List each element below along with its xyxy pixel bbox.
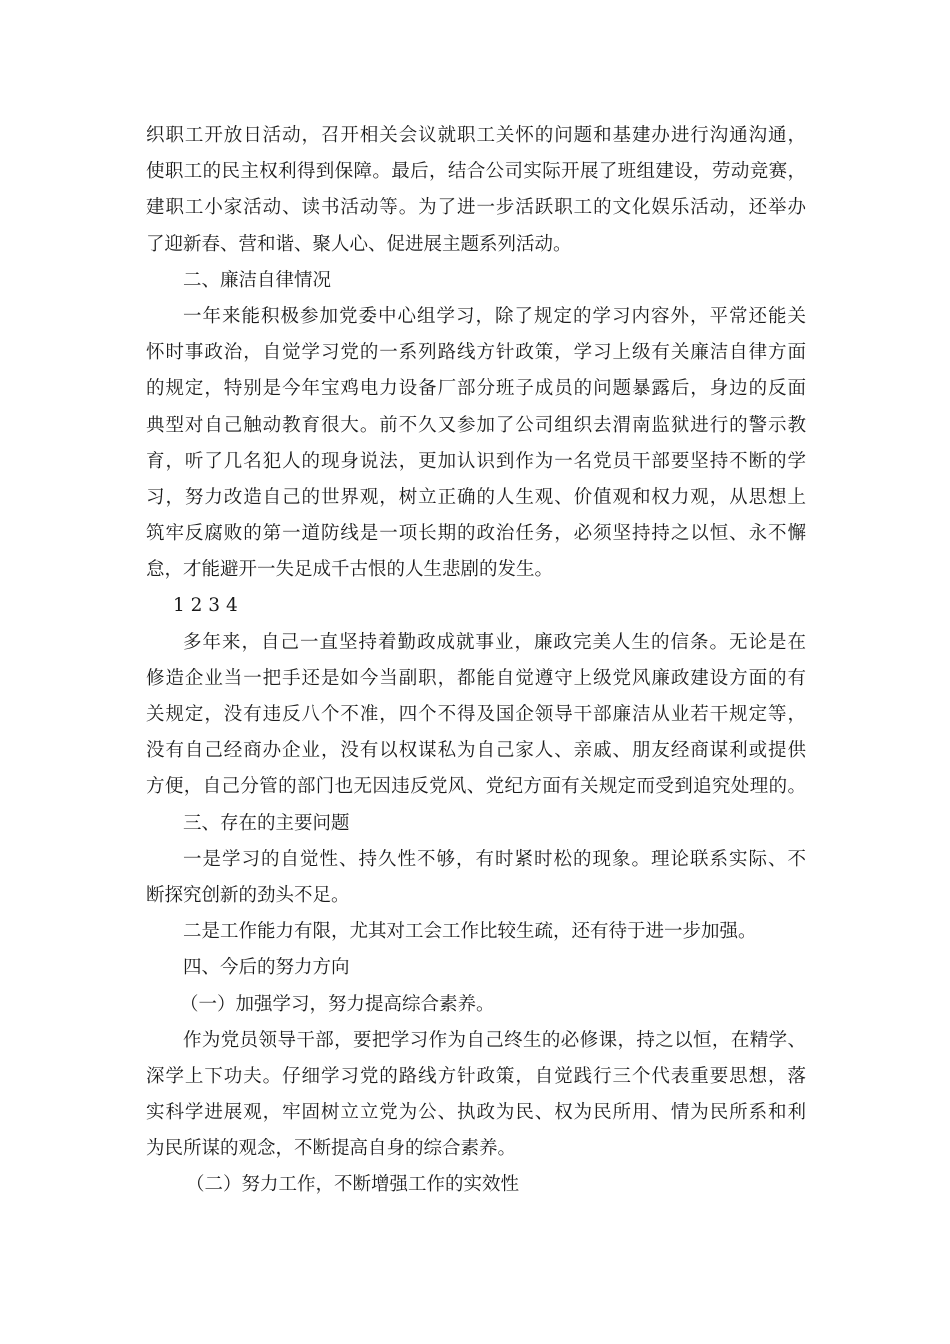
text-line: 筑牢反腐败的第一道防线是一项长期的政治任务，必须坚持持之以恒、永不懈 (146, 523, 806, 545)
text-line: 一是学习的自觉性、持久性不够，有时紧时松的现象。理论联系实际、不 (183, 848, 806, 870)
text-line: 一年来能积极参加党委中心组学习，除了规定的学习内容外，平常还能关 (183, 305, 806, 327)
text-line: 作为党员领导干部，要把学习作为自己终生的必修课，持之以恒，在精学、 (183, 1029, 806, 1051)
text-line: 育，听了几名犯人的现身说法，更加认识到作为一名党员干部要坚持不断的学 (146, 450, 806, 472)
text-line: 习，努力改造自己的世界观，树立正确的人生观、价值观和权力观，从思想上 (146, 486, 806, 508)
text-line: 实科学进展观，牢固树立立党为公、执政为民、权为民所用、情为民所系和利 (146, 1102, 806, 1124)
text-line: 怀时事政治，自觉学习党的一系列路线方针政策，学习上级有关廉洁自律方面 (146, 342, 806, 364)
text-line: 织职工开放日活动，召开相关会议就职工关怀的问题和基建办进行沟通沟通， (146, 125, 806, 146)
subsection-heading: （二）努力工作，不断增强工作的实效性 (186, 1174, 520, 1196)
text-line: 怠，才能避开一失足成千古恨的人生悲剧的发生。 (146, 559, 554, 581)
text-line: 使职工的民主权利得到保障。最后，结合公司实际开展了班组建设，劳动竞赛， (146, 161, 806, 183)
section-heading: 二、廉洁自律情况 (183, 269, 332, 291)
text-line: 典型对自己触动教育很大。前不久又参加了公司组织去渭南监狱进行的警示教 (146, 414, 806, 436)
subsection-heading: （一）加强学习，努力提高综合素养。 (180, 993, 495, 1015)
text-line: 方便，自己分管的部门也无因违反党风、党纪方面有关规定而受到追究处理的。 (146, 776, 806, 798)
text-line: 建职工小家活动、读书活动等。为了进一步活跃职工的文化娱乐活动，还举办 (146, 197, 806, 219)
text-line: 断探究创新的劲头不足。 (146, 884, 350, 906)
text-line: 修造企业当一把手还是如今当副职，都能自觉遵守上级党风廉政建设方面的有 (146, 667, 806, 689)
text-line: 为民所谋的观念，不断提高自身的综合素养。 (146, 1138, 517, 1160)
page-numbers: 1 2 3 4 (173, 595, 238, 617)
text-line: 二是工作能力有限，尤其对工会工作比较生疏，还有待于进一步加强。 (183, 921, 757, 943)
text-line: 多年来，自己一直坚持着勤政成就事业，廉政完美人生的信条。无论是在 (183, 631, 806, 653)
section-heading: 四、今后的努力方向 (183, 957, 350, 979)
section-heading: 三、存在的主要问题 (183, 812, 350, 834)
text-line: 了迎新春、营和谐、聚人心、促进展主题系列活动。 (146, 233, 572, 255)
text-line: 关规定，没有违反八个不准，四个不得及国企领导干部廉洁从业若干规定等， (146, 704, 806, 725)
text-line: 的规定，特别是今年宝鸡电力设备厂部分班子成员的问题暴露后，身边的反面 (146, 378, 806, 400)
text-line: 没有自己经商办企业，没有以权谋私为自己家人、亲戚、朋友经商谋利或提供 (146, 740, 806, 762)
text-line: 深学上下功夫。仔细学习党的路线方针政策，自觉践行三个代表重要思想，落 (146, 1065, 806, 1087)
document-body (146, 118, 806, 1204)
